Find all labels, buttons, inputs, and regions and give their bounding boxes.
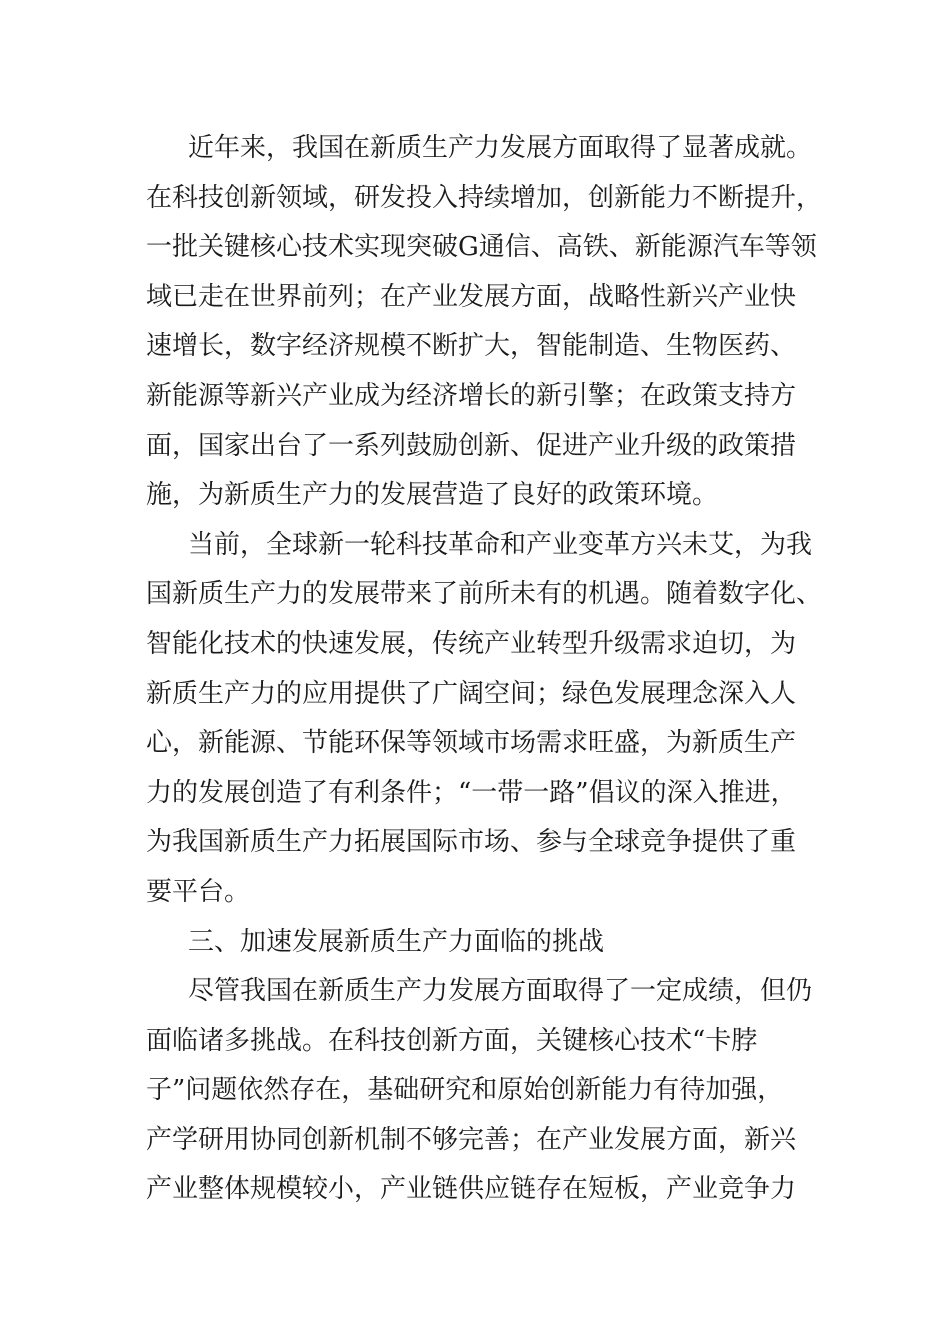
text-line: 在科技创新领域，研发投入持续增加，创新能力不断提升，	[146, 182, 823, 213]
text-line: 尽管我国在新质生产力发展方面取得了一定成绩，但仍	[188, 976, 813, 1007]
text-line: 产学研用协同创新机制不够完善；在产业发展方面，新兴	[146, 1124, 797, 1155]
text-line: 面临诸多挑战。在科技创新方面，关键核心技术“卡脖	[146, 1025, 758, 1056]
text-line: 力的发展创造了有利条件；“一带一路”倡议的深入推进，	[146, 777, 797, 808]
text-line: 国新质生产力的发展带来了前所未有的机遇。随着数字化、	[146, 579, 823, 610]
text-line: 为我国新质生产力拓展国际市场、参与全球竞争提供了重	[146, 827, 797, 858]
text-line: 产业整体规模较小，产业链供应链存在短板，产业竞争力	[146, 1174, 797, 1205]
paragraph-challenges	[146, 967, 811, 1215]
text-line: 面，国家出台了一系列鼓励创新、促进产业升级的政策措	[146, 430, 797, 461]
text-line: 心，新能源、节能环保等领域市场需求旺盛，为新质生产	[146, 728, 797, 759]
text-line: 速增长，数字经济规模不断扩大，智能制造、生物医药、	[146, 331, 797, 362]
text-line: 近年来，我国在新质生产力发展方面取得了显著成就。	[188, 133, 813, 163]
text-line: 智能化技术的快速发展，传统产业转型升级需求迫切，为	[146, 628, 797, 659]
paragraph-opportunities	[146, 521, 823, 918]
section-heading	[146, 918, 811, 968]
text-line: 一批关键核心技术实现突破G通信、高铁、新能源汽车等领	[146, 232, 817, 263]
section-heading-text: 三、加速发展新质生产力面临的挑战	[188, 926, 605, 957]
text-line: 域已走在世界前列；在产业发展方面，战略性新兴产业快	[146, 281, 797, 312]
text-line: 施，为新质生产力的发展营造了良好的政策环境。	[146, 480, 719, 511]
paragraph-achievements	[146, 124, 823, 521]
text-line: 新能源等新兴产业成为经济增长的新引擎；在政策支持方	[146, 380, 797, 411]
text-line: 新质生产力的应用提供了广阔空间；绿色发展理念深入人	[146, 678, 797, 709]
text-line: 子”问题依然存在，基础研究和原始创新能力有待加强，	[146, 1075, 784, 1106]
document-body	[146, 124, 823, 1215]
text-line: 当前，全球新一轮科技革命和产业变革方兴未艾，为我	[188, 529, 813, 560]
text-line: 要平台。	[146, 876, 251, 907]
